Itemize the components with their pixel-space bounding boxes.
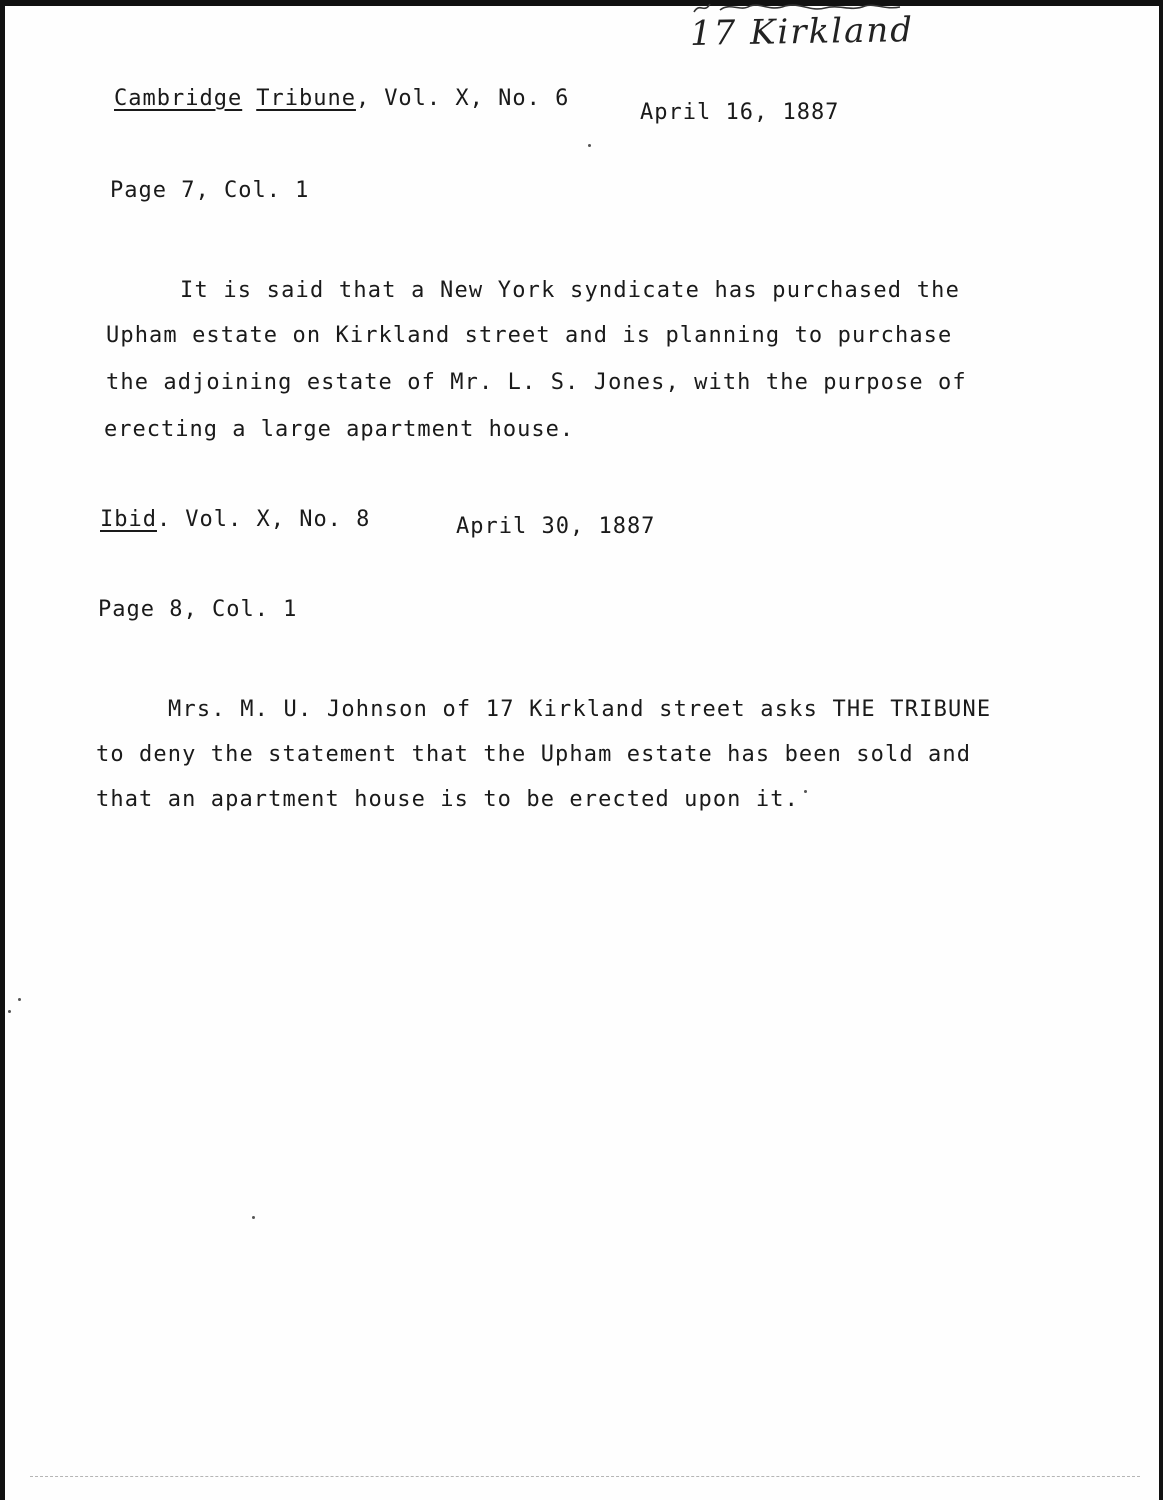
scan-speck	[252, 1216, 255, 1219]
entry1-line-1: It is said that a New York syndicate has purchased the	[180, 278, 961, 303]
volume-number-2: Vol. X, No. 8	[185, 507, 371, 532]
entry2-line-3: that an apartment house is to be erected upon it.	[96, 787, 799, 812]
scan-speck	[18, 998, 21, 1001]
page-ref-1: Page 7, Col. 1	[110, 178, 310, 203]
citation-date-2: April 30, 1887	[456, 514, 656, 539]
citation-header-1: Cambridge Tribune, Vol. X, No. 6	[114, 86, 570, 111]
volume-number: Vol. X, No. 6	[384, 86, 570, 111]
scan-border-left	[0, 0, 5, 1500]
page-ref-2: Page 8, Col. 1	[98, 597, 298, 622]
scan-border-top	[0, 0, 1163, 6]
scan-speck	[588, 144, 591, 147]
entry2-line-1: Mrs. M. U. Johnson of 17 Kirkland street asks THE TRIBUNE	[168, 697, 992, 722]
scan-border-right	[1159, 0, 1163, 1500]
citation-date-1: April 16, 1887	[640, 100, 840, 125]
scan-speck	[8, 1010, 11, 1013]
publication-name-part2: Tribune	[256, 86, 356, 111]
bottom-scan-line	[30, 1476, 1140, 1477]
entry1-line-2: Upham estate on Kirkland street and is planning to purchase	[106, 323, 953, 348]
publication-name-part1: Cambridge	[114, 86, 243, 111]
ibid-label: Ibid	[100, 507, 157, 532]
entry1-line-4: erecting a large apartment house.	[104, 417, 575, 442]
entry2-line-2: to deny the statement that the Upham estate has been sold and	[96, 742, 972, 767]
scan-speck	[804, 790, 807, 793]
entry1-line-3: the adjoining estate of Mr. L. S. Jones, with the purpose of	[106, 370, 967, 395]
handwritten-note: 17 Kirkland	[689, 10, 915, 54]
citation-header-2: Ibid. Vol. X, No. 8	[100, 507, 371, 532]
